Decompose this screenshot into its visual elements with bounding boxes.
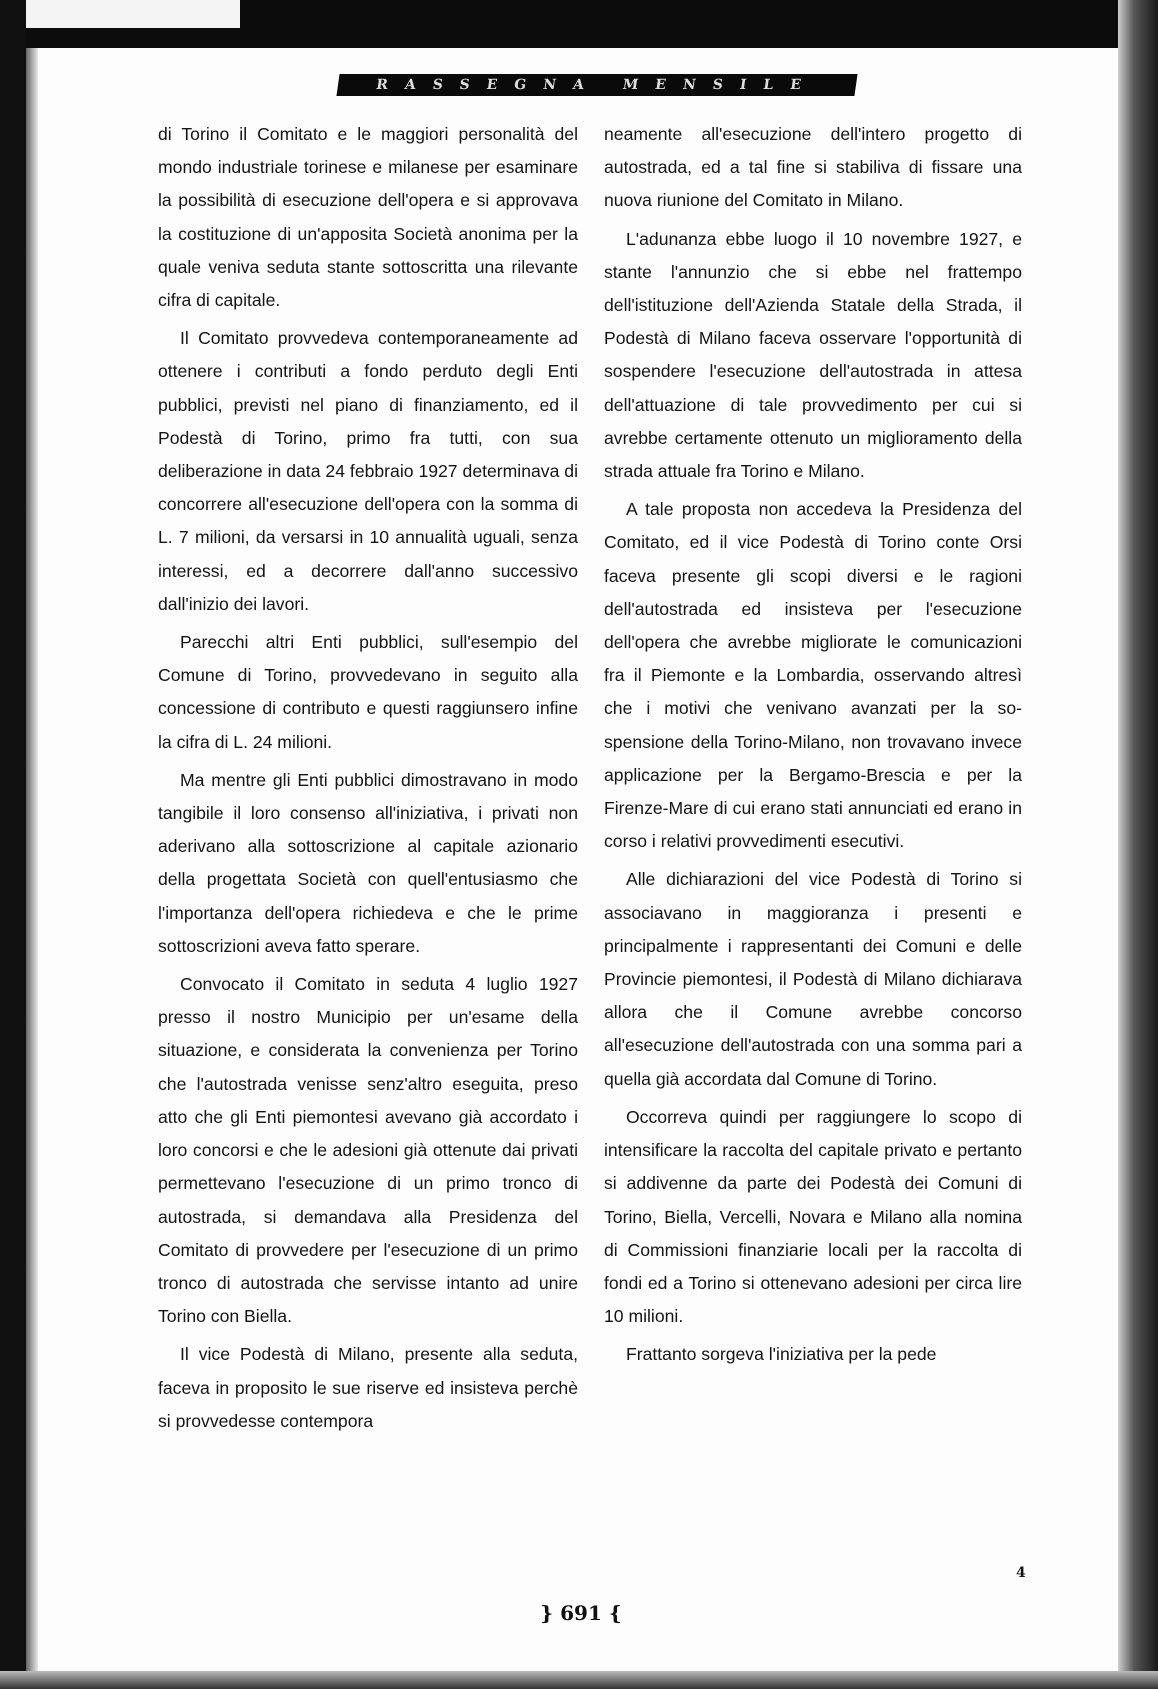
page-gutter-shadow	[26, 48, 38, 1689]
paragraph: neamente all'esecuzione dell'intero progetto di autostrada, ed a tal fine si stabiliva di fissare una nuova riunione del Comitato in Milano.	[604, 124, 1022, 211]
paragraph: Ma mentre gli Enti pubblici dimostravano in modo tangibile il loro consenso all'iniziativa, i privati non aderivano alla sottoscrizione al capitale azionario della progettata Società con quell'entusiasmo che l'importanza dell'opera richiedeva e che le prime sottoscrizioni aveva fatto sperare.	[158, 769, 578, 956]
scan-bottom-border	[0, 1671, 1158, 1689]
page-number: } 691 {	[540, 1601, 622, 1625]
paragraph: Frattanto sorgeva l'iniziativa per la pede	[626, 1344, 937, 1365]
signature-mark: 4	[1016, 1565, 1026, 1581]
scan-left-border	[0, 0, 26, 1689]
scan-top-corner	[0, 0, 240, 28]
left-column	[158, 118, 578, 1443]
paragraph: A tale proposta non accedeva la Presidenza del Comitato, ed il vice Podestà di Torino conte Orsi faceva presente gli scopi diversi e le ragioni dell'autostrada ed insisteva per l'esecuzione dell'opera che avrebbe migliorate le comunicazioni fra il Piemonte e la Lombardia, osservando altresì che i motivi che venivano avanzati per la sospensione della Torino-Milano, non trovavano invece applicazione per la Bergamo-Brescia e per la Firenze-Mare di cui erano stati annunciati ed erano in corso i relativi provvedimenti esecutivi.	[604, 499, 1022, 852]
paragraph: Il Comitato provvedeva contemporaneamente ad ottenere i contributi a fondo perduto degli Enti pubblici, previsti nel piano di finanziamento, ed il Podestà di Torino, primo fra tutti, con sua deliberazione in data 24 febbraio 1927 determinava di concorrere all'esecuzione dell'opera con la somma di L. 7 milioni, da versarsi in 10 annualità uguali, senza interessi, ed a decorrere dall'anno successivo dall'inizio dei lavori.	[158, 328, 578, 614]
paragraph: L'adunanza ebbe luogo il 10 novembre 1927, e stante l'annunzio che si ebbe nel frattempo dell'istituzione dell'Azienda Statale della Strada, il Podestà di Milano faceva osservare l'opportunità di sospendere l'esecuzione dell'autostrada in attesa dell'attuazione di tale provvedimento per cui si avrebbe certamente ottenuto un miglioramento della strada attuale fra Torino e Milano.	[604, 228, 1022, 482]
paragraph: di Torino il Comitato e le maggiori personalità del mondo industriale torinese e milanese per esaminare la possibilità di esecuzione dell'opera e si approvava la costituzione di un'apposita Società anonima per la quale veniva seduta stante sottoscritta una rilevante cifra di capitale.	[158, 124, 578, 311]
paragraph: Occorreva quindi per raggiungere lo scopo di intensificare la raccolta del capitale privato e pertanto si addivenne da parte dei Podestà dei Comuni di Torino, Biella, Vercelli, Novara e Milano alla nomina di Commissioni finanziarie locali per la raccolta di fondi ed a Torino si ottenevano adesioni per circa lire 10 milioni.	[604, 1106, 1022, 1327]
scan-right-border	[1118, 0, 1158, 1689]
paragraph: Parecchi altri Enti pubblici, sull'esempio del Comune di Torino, provvedevano in seguito alla concessione di contributo e questi raggiunsero infine la cifra di L. 24 milioni.	[158, 632, 578, 752]
paragraph: Alle dichiarazioni del vice Podestà di Torino si associavano in maggioranza i presenti e principalmente i rappresentanti dei Comuni e delle Provincie piemontesi, il Podestà di Milano dichiarava allora che il Comune avrebbe concorso all'esecuzione dell'autostrada con una somma pari a quella già accordata dal Comune di Torino.	[604, 869, 1022, 1089]
paragraph: Convocato il Comitato in seduta 4 luglio 1927 presso il nostro Municipio per un'esame della situazione, e considerata la convenienza per Torino che l'autostrada venisse senz'altro eseguita, preso atto che gli Enti piemontesi avevano già accordato i loro concorsi e che le adesioni già ottenute dai privati permettevano l'esecuzione di un primo tronco di autostrada, si demandava alla Presidenza del Comitato di provvedere per l'esecuzione di un primo tronco di autostrada che servisse intanto ad unire Torino con Biella.	[158, 974, 578, 1327]
paragraph: Il vice Podestà di Milano, presente alla seduta, faceva in proposito le sue riserve ed insisteva perchè si provvedesse contempora	[158, 1344, 578, 1431]
running-header: RASSEGNA MENSILE	[336, 74, 857, 96]
right-column	[604, 118, 1022, 1377]
